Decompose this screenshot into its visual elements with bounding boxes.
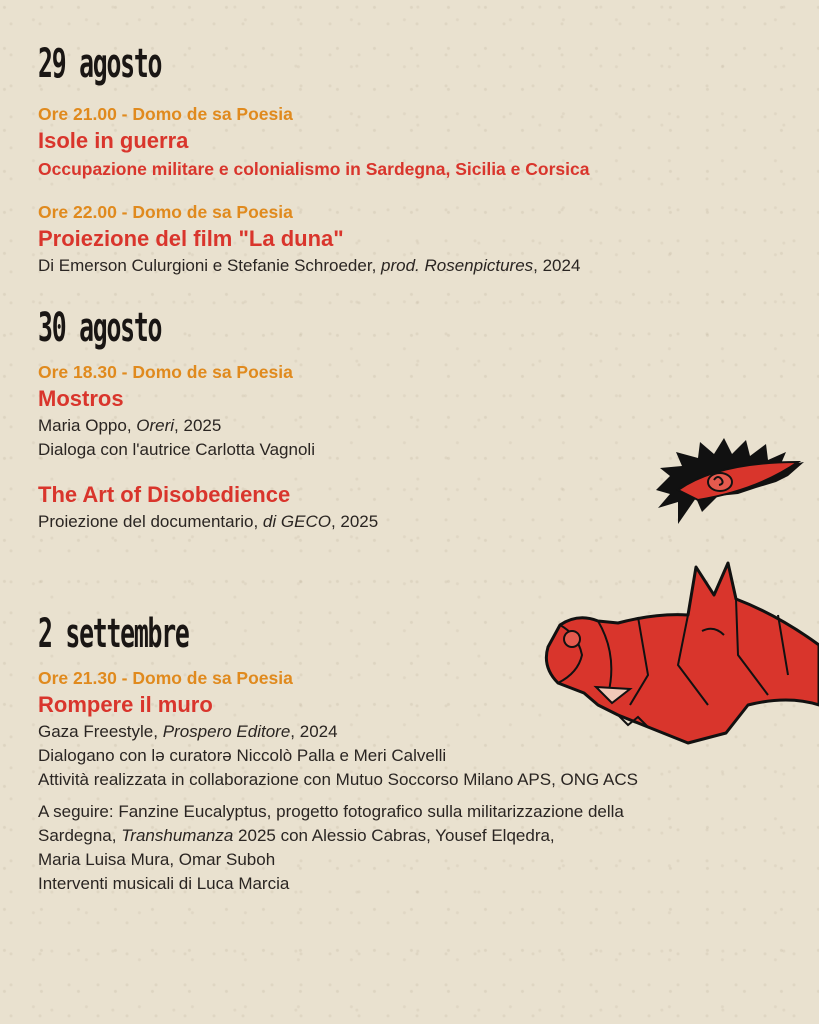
event-credits: Maria Oppo, Oreri, 2025: [38, 416, 222, 435]
event-credits: Gaza Freestyle, Prospero Editore, 2024: [38, 722, 338, 741]
day-heading-29-agosto: 29 agosto: [38, 41, 162, 87]
event-after: Sardegna, Transhumanza 2025 con Alessio Cabras, Yousef Elqedra,: [38, 826, 555, 845]
event-title: Rompere il muro: [38, 692, 213, 717]
event-credits: Di Emerson Culurgioni e Stefanie Schroeder, prod. Rosenpictures, 2024: [38, 256, 581, 275]
event-credits: Proiezione del documentario, di GECO, 2025: [38, 512, 379, 531]
event-title: Mostros: [38, 386, 124, 411]
event-after: Maria Luisa Mura, Omar Suboh: [38, 850, 276, 869]
event-title: Isole in guerra: [38, 128, 189, 153]
event-time: Ore 22.00 - Domo de sa Poesia: [38, 202, 293, 222]
event-note: Dialoga con l'autrice Carlotta Vagnoli: [38, 440, 315, 459]
red-horse-illustration: [538, 555, 819, 745]
spiky-eye-illustration: [648, 432, 810, 532]
event-time: Ore 21.00 - Domo de sa Poesia: [38, 104, 293, 124]
event-title: The Art of Disobedience: [38, 482, 291, 507]
day-heading-30-agosto: 30 agosto: [38, 305, 162, 351]
event-time: Ore 21.30 - Domo de sa Poesia: [38, 668, 293, 688]
event-after: Interventi musicali di Luca Marcia: [38, 874, 290, 893]
event-title: Proiezione del film "La duna": [38, 226, 344, 251]
event-note: Attività realizzata in collaborazione con Mutuo Soccorso Milano APS, ONG ACS: [38, 770, 639, 789]
day-heading-2-settembre: 2 settembre: [38, 611, 189, 657]
event-subtitle: Occupazione militare e colonialismo in Sardegna, Sicilia e Corsica: [38, 159, 590, 179]
event-note: Dialogano con lə curatorə Niccolò Palla e Meri Calvelli: [38, 746, 447, 765]
event-after: A seguire: Fanzine Eucalyptus, progetto fotografico sulla militarizzazione della: [38, 802, 624, 821]
event-time: Ore 18.30 - Domo de sa Poesia: [38, 362, 293, 382]
